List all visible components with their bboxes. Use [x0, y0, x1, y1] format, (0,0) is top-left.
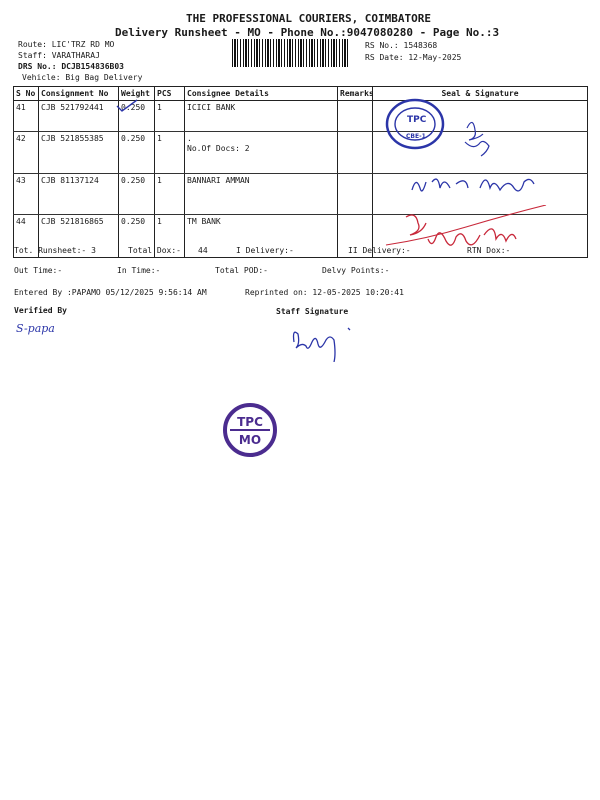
ii-delivery: II Delivery:- [348, 246, 411, 255]
table-row [14, 101, 588, 132]
weight-cell: 0.250 [119, 101, 155, 132]
consignment-cell: CJB 81137124 [39, 174, 119, 215]
verified-by-handwriting: S-papa [16, 322, 55, 335]
staff-text: Staff: VARATHARAJ [18, 51, 100, 60]
tpc-mo-seal-icon [222, 402, 278, 458]
sno-cell: 43 [14, 174, 39, 215]
check-mark-icon [115, 98, 139, 114]
barcode [232, 39, 350, 67]
out-time: Out Time:- [14, 266, 63, 275]
tot-runsheet: Tot. Runsheet:- 3 [14, 246, 96, 255]
vehicle-text: Vehicle: Big Bag Delivery [22, 73, 143, 82]
entered-by: Entered By :PAPAMO 05/12/2025 9:56:14 AM [14, 288, 207, 297]
col-header-consignee: Consignee Details [185, 87, 338, 101]
col-header-pcs: PCS [155, 87, 185, 101]
drs-number: DRS No.: DCJB154836B03 [18, 62, 124, 71]
col-header-consignment: Consignment No [39, 87, 119, 101]
col-header-remarks: Remarks [338, 87, 373, 101]
company-title: THE PROFESSIONAL COURIERS, COIMBATORE [186, 12, 432, 25]
consignee-cell [185, 132, 338, 174]
weight-cell: 0.250 [119, 215, 155, 258]
pcs-cell: 1 [155, 132, 185, 174]
consignment-cell: CJB 521792441 [39, 101, 119, 132]
handwritten-signature-row3 [408, 170, 558, 200]
pcs-cell: 1 [155, 215, 185, 258]
staff-signature-label: Staff Signature [276, 307, 349, 316]
docs-count-note: No.Of Docs: 2 [187, 144, 250, 153]
seal-top-text: TPC [237, 415, 263, 429]
total-pod: Total POD:- [215, 266, 268, 275]
col-header-seal: Seal & Signature [373, 87, 588, 101]
sno-cell: 42 [14, 132, 39, 174]
delvy-points: Delvy Points:- [322, 266, 390, 275]
runsheet-subtitle: Delivery Runsheet - MO - Phone No.:9047080280 - Page No.:3 [115, 26, 500, 39]
weight-cell: 0.250 [119, 174, 155, 215]
verified-by-label: Verified By [14, 306, 67, 315]
pcs-cell: 1 [155, 174, 185, 215]
handwritten-signature-row1 [455, 110, 495, 160]
row-stamp-bottom-text: CBE-1 [406, 133, 426, 140]
consignee-cell: ICICI BANK [185, 101, 338, 132]
rs-date: RS Date: 12-May-2025 [365, 53, 462, 62]
table-header-row [14, 87, 588, 101]
row-stamp-center-text: TPC [407, 115, 427, 125]
rs-number: RS No.: 1548368 [365, 41, 438, 50]
sno-cell: 41 [14, 101, 39, 132]
reprinted-on: Reprinted on: 12-05-2025 10:20:41 [245, 288, 404, 297]
pcs-cell: 1 [155, 101, 185, 132]
table-row [14, 132, 588, 174]
i-delivery: I Delivery:- [236, 246, 294, 255]
in-time: In Time:- [117, 266, 161, 275]
total-dox-value: 44 [198, 246, 208, 255]
company-seal-stamp-icon [383, 96, 449, 152]
seal-bottom-text: MO [238, 433, 262, 447]
col-header-sno: S No [14, 87, 39, 101]
consignee-cell: TM BANK [185, 215, 338, 258]
weight-cell: 0.250 [119, 132, 155, 174]
total-dox-label: Total Dox:- [128, 246, 181, 255]
sno-cell: 44 [14, 215, 39, 258]
consignee-dot: . [187, 134, 192, 143]
remarks-cell [338, 101, 373, 132]
route-text: Route: LIC'TRZ RD MO [18, 40, 115, 49]
col-header-weight: Weight [119, 87, 155, 101]
consignee-cell: BANNARI AMMAN [185, 174, 338, 215]
remarks-cell [338, 132, 373, 174]
rtn-dox: RTN Dox:- [467, 246, 511, 255]
staff-handwritten-signature [288, 322, 378, 362]
consignment-cell: CJB 521816865 [39, 215, 119, 258]
remarks-cell [338, 174, 373, 215]
consignment-cell: CJB 521855385 [39, 132, 119, 174]
